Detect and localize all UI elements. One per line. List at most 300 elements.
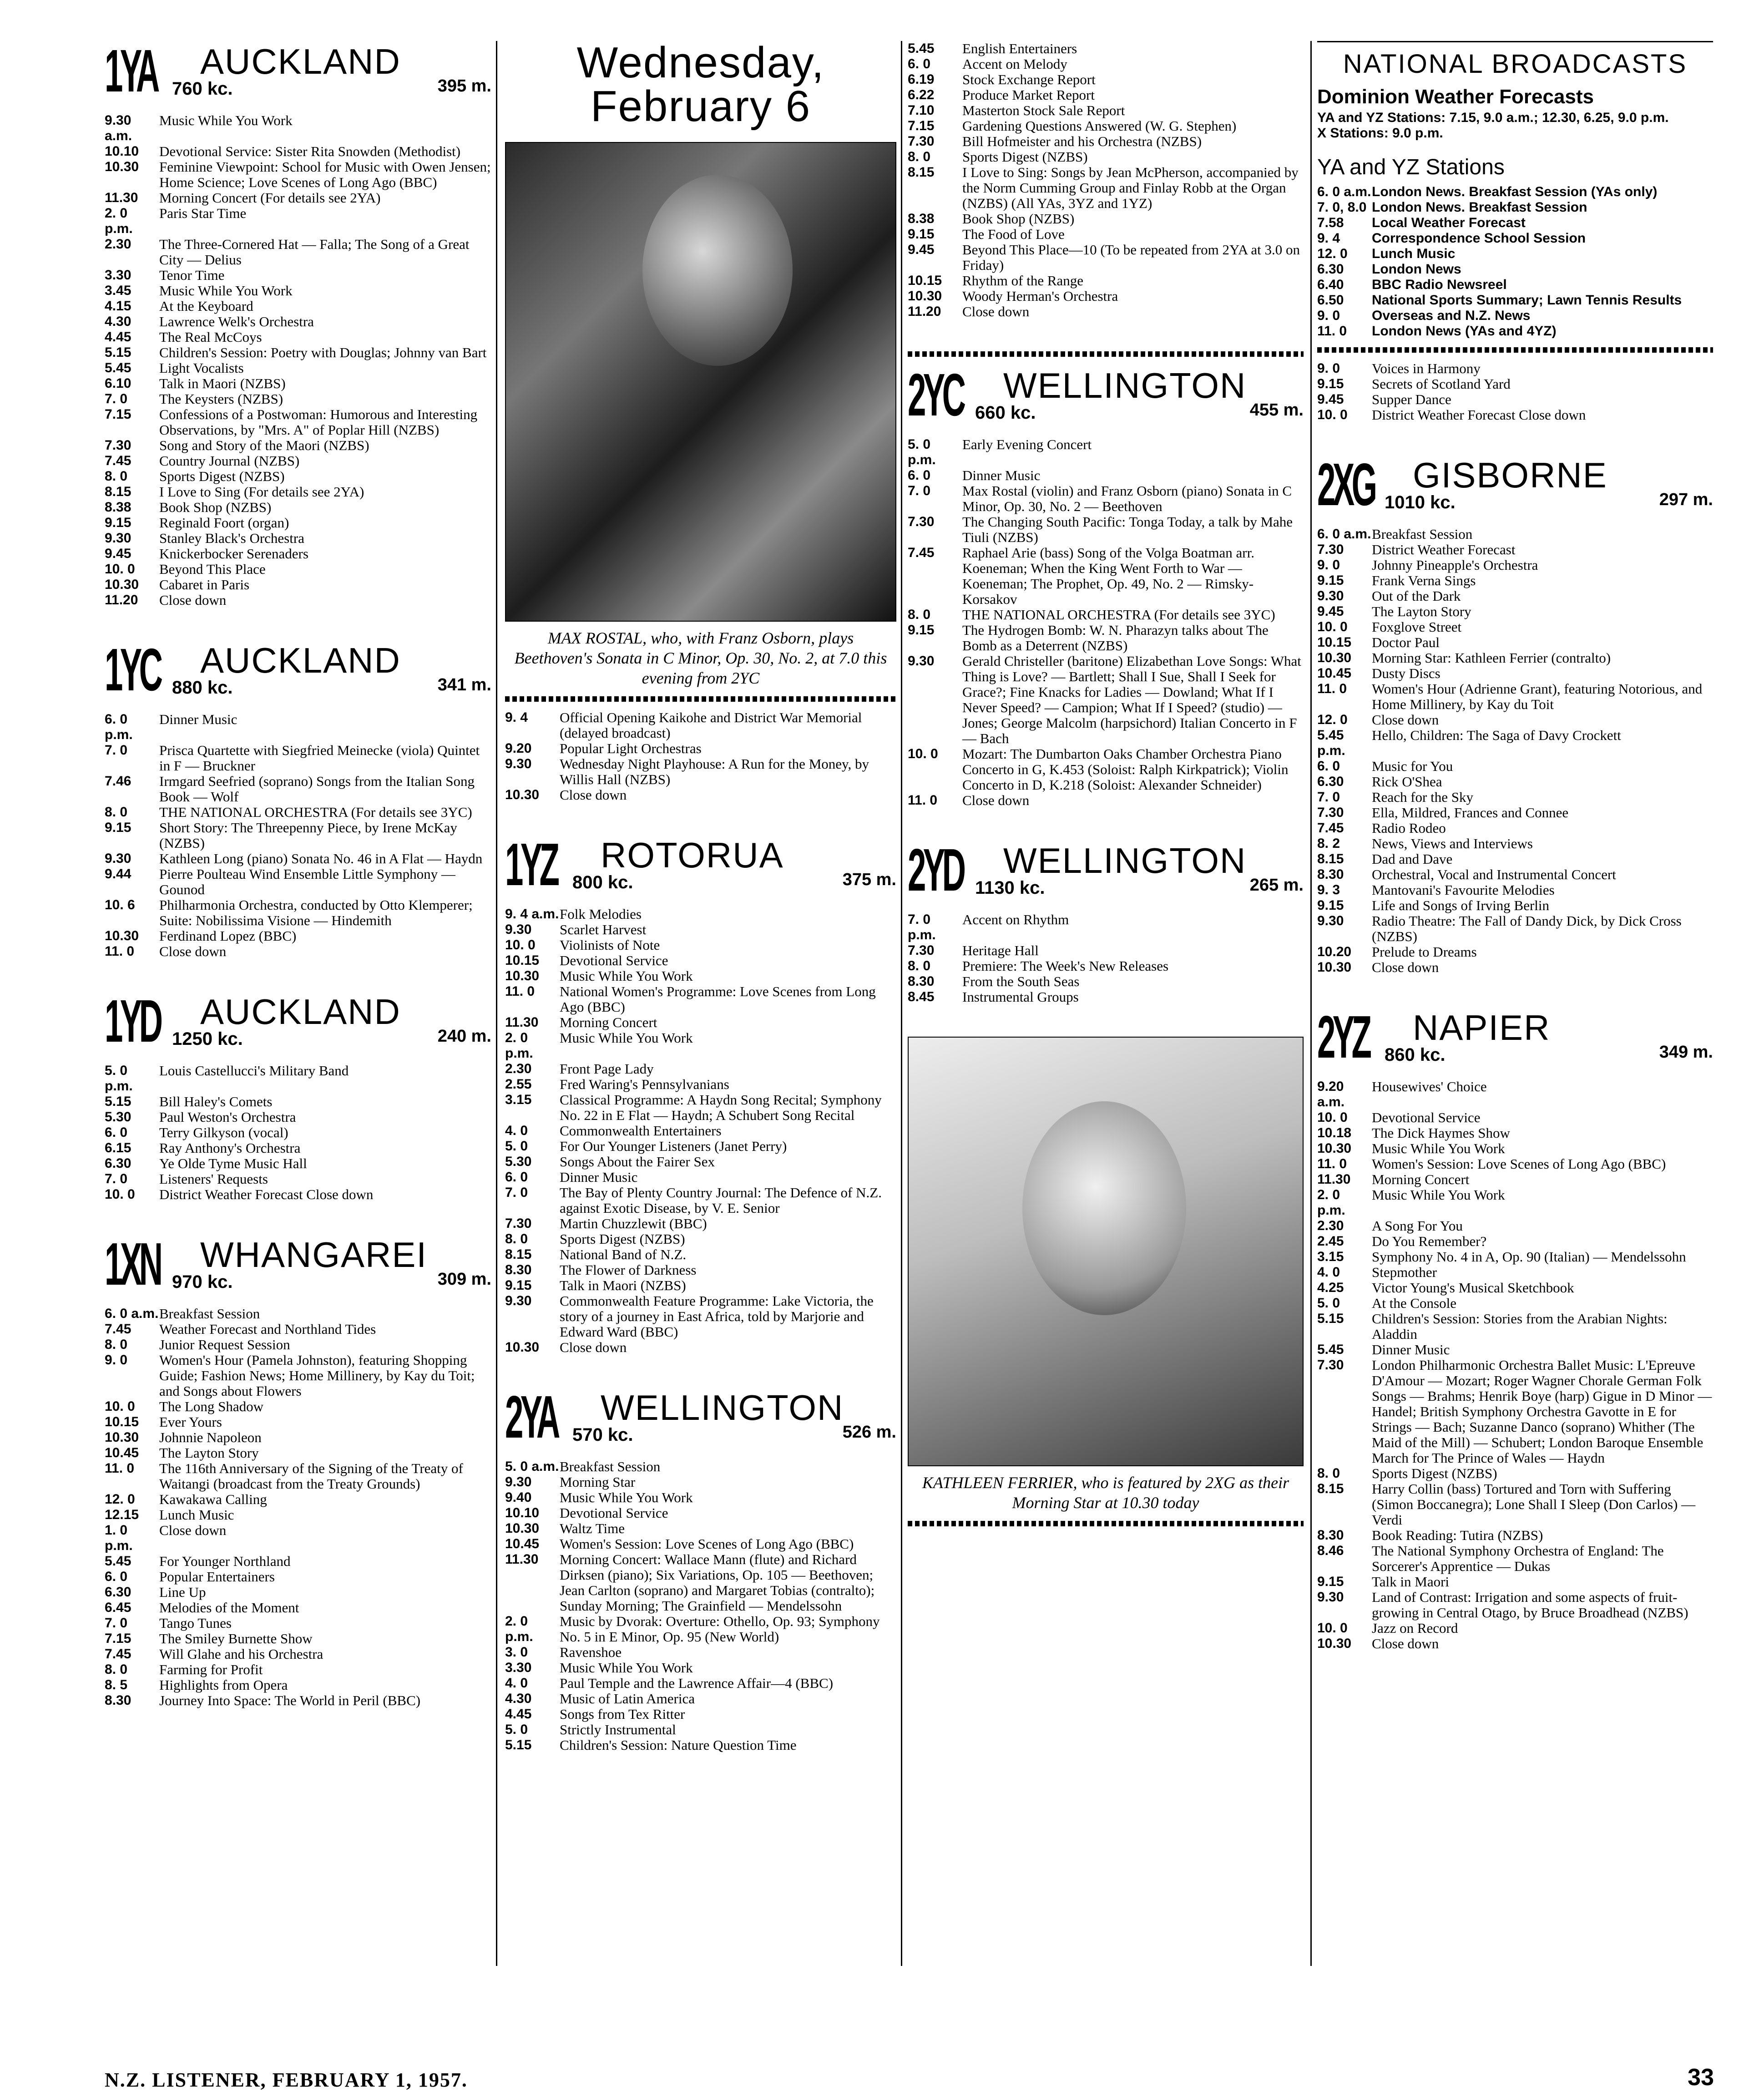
programme-title: The Hydrogen Bomb: W. N. Pharazyn talks about The Bomb as a Deterrent (NZBS) xyxy=(962,622,1269,653)
programme-title: Louis Castellucci's Military Band xyxy=(159,1063,349,1079)
programme-time: 3.15 xyxy=(505,1092,532,1107)
programme-item xyxy=(105,314,491,329)
programme-item xyxy=(105,515,491,531)
programme-time: 11.20 xyxy=(908,304,941,319)
programme-title: The Changing South Pacific: Tonga Today, a talk by Mahe Tiuli (NZBS) xyxy=(962,514,1293,545)
programme-time: 12. 0 xyxy=(1317,712,1348,727)
programme-item xyxy=(505,1293,896,1340)
programme-item xyxy=(505,710,896,741)
programme-title: English Entertainers xyxy=(962,41,1077,56)
programme-title: Hello, Children: The Saga of Davy Crockett xyxy=(1372,727,1621,743)
programme-time: 2.45 xyxy=(1317,1234,1344,1249)
programme-time: 6.30 xyxy=(1317,262,1344,277)
call-sign: 1YD xyxy=(105,988,160,1054)
programme-title: Morning Star: Kathleen Ferrier (contralto) xyxy=(1372,650,1611,666)
programme-time: 10.15 xyxy=(1317,635,1352,650)
programme-item xyxy=(908,514,1304,545)
programme-title: Accent on Rhythm xyxy=(962,912,1069,927)
programme-title: Women's Session: Love Scenes of Long Ago (BBC) xyxy=(560,1536,854,1552)
programme-time: 10.30 xyxy=(1317,1141,1352,1156)
programme-item xyxy=(105,1156,491,1171)
programme-title: Listeners' Requests xyxy=(159,1171,268,1187)
programme-list xyxy=(105,113,491,608)
programme-title: National Band of N.Z. xyxy=(560,1246,687,1262)
city: GISBORNE xyxy=(1413,455,1607,495)
programme-title: Sports Digest (NZBS) xyxy=(560,1231,685,1247)
programme-item xyxy=(1317,759,1713,774)
programme-time: 4.45 xyxy=(105,329,131,344)
programme-title: Gardening Questions Answered (W. G. Stephen) xyxy=(962,118,1237,134)
programme-item xyxy=(908,607,1304,623)
programme-item xyxy=(908,211,1304,227)
programme-time: 11. 0 xyxy=(1317,681,1347,696)
programme-item xyxy=(1317,666,1713,681)
programme-time: 6. 0 a.m. xyxy=(105,1306,159,1321)
call-sign: 1YC xyxy=(105,636,160,703)
programme-item xyxy=(908,72,1304,87)
column-rule xyxy=(1310,41,1312,1966)
programme-item xyxy=(1317,557,1713,573)
programme-time: 5.15 xyxy=(1317,1311,1344,1326)
programme-title: Close down xyxy=(159,1522,227,1538)
programme-title: At the Console xyxy=(1372,1295,1456,1311)
programme-title: Mantovani's Favourite Melodies xyxy=(1372,882,1555,898)
programme-item xyxy=(105,1109,491,1125)
wavelength: 395 m. xyxy=(437,76,491,96)
programme-list xyxy=(505,710,896,803)
programme-item xyxy=(1317,1218,1713,1234)
programme-title: Line Up xyxy=(159,1584,206,1600)
programme-title: Johnny Pineapple's Orchestra xyxy=(1372,557,1538,573)
programme-time: 7.30 xyxy=(908,943,935,958)
frequency: 1130 kc. xyxy=(975,878,1045,898)
programme-item xyxy=(908,273,1304,289)
programme-title: Talk in Maori (NZBS) xyxy=(560,1277,686,1293)
programme-time: 9. 0 xyxy=(1317,308,1340,323)
programme-item xyxy=(908,653,1304,746)
station-header xyxy=(908,361,1304,433)
programme-time: 10. 0 xyxy=(105,562,135,577)
programme-time: 3.15 xyxy=(1317,1249,1344,1264)
decorative-rule xyxy=(908,1521,1304,1526)
programme-title: The 116th Anniversary of the Signing of the Treaty of Waitangi (broadcast from the Treaty Grounds) xyxy=(159,1460,463,1492)
programme-time: 10.30 xyxy=(505,968,540,983)
programme-time: 8. 5 xyxy=(105,1677,128,1692)
programme-item xyxy=(1317,1296,1713,1311)
programme-title: I Love to Sing: Songs by Jean McPherson, accompanied by the Norm Cumming Group and Finlay Robb at the Organ (NZBS) (All YAs, 3YZ and 1YZ) xyxy=(962,164,1299,211)
continuation-2ya xyxy=(908,41,1304,319)
programme-time: 9.15 xyxy=(1317,1574,1344,1589)
frequency: 880 kc. xyxy=(172,678,233,698)
programme-title: Music While You Work xyxy=(560,1030,693,1046)
programme-title: Scarlet Harvest xyxy=(560,922,647,937)
programme-title: The Dick Haymes Show xyxy=(1372,1125,1510,1141)
programme-item xyxy=(1317,1357,1713,1466)
programme-title: Housewives' Choice xyxy=(1372,1079,1487,1094)
photo-caption: KATHLEEN FERRIER, who is featured by 2XG as their Morning Star at 10.30 today xyxy=(922,1474,1289,1512)
station-1ya xyxy=(105,37,491,608)
programme-title: Harry Collin (bass) Tortured and Torn with Suffering (Simon Boccanegra); Lone Shall I Sleep (Don Carlos) — Verdi xyxy=(1372,1481,1696,1528)
programme-time: 7.30 xyxy=(505,1216,532,1231)
programme-title: Radio Rodeo xyxy=(1372,820,1446,836)
programme-item xyxy=(1317,944,1713,960)
programme-title: Stock Exchange Report xyxy=(962,71,1096,87)
programme-time: 10. 0 xyxy=(105,1187,135,1202)
programme-title: For Younger Northland xyxy=(159,1553,291,1569)
programme-time: 9.30 xyxy=(105,851,131,866)
programme-time: 7. 0, 8.0 xyxy=(1317,200,1367,215)
programme-time: 9.15 xyxy=(908,227,935,242)
programme-time: 8.45 xyxy=(908,989,935,1004)
frequency: 660 kc. xyxy=(975,403,1036,423)
programme-title: Voices in Harmony xyxy=(1372,360,1481,376)
programme-title: Terry Gilkyson (vocal) xyxy=(159,1124,288,1140)
programme-item xyxy=(505,907,896,922)
programme-time: 3.45 xyxy=(105,283,131,298)
programme-time: 8. 0 xyxy=(105,1662,128,1677)
programme-time: 7.58 xyxy=(1317,215,1344,230)
programme-title: Kawakawa Calling xyxy=(159,1491,267,1507)
programme-item xyxy=(908,41,1304,56)
frequency: 760 kc. xyxy=(172,79,233,99)
programme-time: 5.45 xyxy=(1317,1342,1344,1357)
programme-time: 9. 0 xyxy=(105,1352,128,1368)
programme-title: Music While You Work xyxy=(1372,1187,1505,1203)
programme-time: 7.15 xyxy=(105,1631,131,1646)
programme-time: 12. 0 xyxy=(105,1492,135,1507)
programme-item xyxy=(908,134,1304,149)
programme-time: 11. 0 xyxy=(908,793,938,808)
programme-time: 7.30 xyxy=(1317,542,1344,557)
programme-item xyxy=(505,1154,896,1170)
national-broadcasts-box xyxy=(1317,41,1713,339)
programme-item xyxy=(105,345,491,360)
programme-title: Prelude to Dreams xyxy=(1372,944,1477,960)
station-header xyxy=(908,836,1304,908)
programme-title: London News. Breakfast Session xyxy=(1372,200,1587,215)
programme-time: 6.10 xyxy=(105,376,131,391)
programme-item xyxy=(105,1352,491,1399)
programme-title: Devotional Service xyxy=(1372,1109,1481,1125)
programme-time: 8.30 xyxy=(1317,867,1344,882)
station-header xyxy=(105,1231,491,1302)
programme-title: Beyond This Place—10 (To be repeated from 2YA at 3.0 on Friday) xyxy=(962,242,1300,273)
programme-time: 5.45 p.m. xyxy=(1317,728,1345,758)
station-header xyxy=(1317,1003,1713,1075)
programme-title: Dusty Discs xyxy=(1372,665,1441,681)
programme-item xyxy=(105,820,491,851)
programme-time: 2.30 xyxy=(1317,1218,1344,1233)
programme-item xyxy=(105,1337,491,1352)
programme-item xyxy=(105,562,491,577)
programme-item xyxy=(505,1722,896,1737)
programme-time: 4.15 xyxy=(105,299,131,314)
programme-item xyxy=(105,774,491,805)
programme-title: Popular Light Orchestras xyxy=(560,740,702,756)
wavelength: 309 m. xyxy=(437,1270,491,1289)
programme-item xyxy=(1317,1141,1713,1156)
programme-item xyxy=(105,159,491,190)
programme-item xyxy=(505,1536,896,1552)
programme-title: Cabaret in Paris xyxy=(159,577,250,593)
programme-item xyxy=(505,1077,896,1092)
programme-title: For Our Younger Listeners (Janet Perry) xyxy=(560,1138,787,1154)
programme-time: 10.10 xyxy=(505,1505,540,1520)
national-title: NATIONAL BROADCASTS xyxy=(1343,49,1688,79)
programme-time: 8. 0 xyxy=(505,1231,528,1246)
programme-time: 5. 0 p.m. xyxy=(908,437,936,467)
programme-title: Sports Digest (NZBS) xyxy=(1372,1465,1497,1481)
programme-list xyxy=(105,1063,491,1202)
programme-title: The Smiley Burnette Show xyxy=(159,1631,313,1646)
programme-item xyxy=(105,484,491,500)
programme-item xyxy=(105,407,491,438)
frequency: 970 kc. xyxy=(172,1272,233,1292)
station-1xn xyxy=(105,1231,491,1708)
programme-item xyxy=(105,1693,491,1708)
programme-title: Paris Star Time xyxy=(159,205,247,221)
programme-item xyxy=(908,746,1304,793)
programme-title: Music for You xyxy=(1372,758,1453,774)
programme-time: 6. 0 a.m. xyxy=(1317,184,1371,199)
programme-item xyxy=(105,1399,491,1414)
programme-title: Correspondence School Session xyxy=(1372,231,1586,246)
programme-title: Do You Remember? xyxy=(1372,1233,1487,1249)
programme-title: Breakfast Session xyxy=(1372,526,1473,542)
programme-title: Close down xyxy=(159,943,227,959)
programme-list xyxy=(1317,527,1713,975)
programme-time: 5.15 xyxy=(105,1094,131,1109)
call-sign: 1YZ xyxy=(505,831,557,898)
programme-title: Lunch Music xyxy=(1372,246,1456,261)
programme-time: 9.15 xyxy=(1317,376,1344,391)
programme-title: Produce Market Report xyxy=(962,87,1095,103)
programme-time: 6. 0 a.m. xyxy=(1317,527,1371,542)
programme-item xyxy=(1317,851,1713,867)
programme-time: 10. 0 xyxy=(1317,407,1348,422)
programme-item xyxy=(105,928,491,944)
programme-item xyxy=(1317,527,1713,542)
programme-time: 11. 0 xyxy=(105,944,135,959)
programme-title: London News. Breakfast Session (YAs only) xyxy=(1372,184,1658,199)
programme-title: Life and Songs of Irving Berlin xyxy=(1372,897,1550,913)
programme-time: 9. 0 xyxy=(1317,361,1340,376)
programme-item xyxy=(105,237,491,268)
programme-title: Tenor Time xyxy=(159,267,225,283)
programme-item xyxy=(505,1185,896,1216)
programme-title: Devotional Service xyxy=(560,952,668,968)
programme-time: 8.30 xyxy=(105,1693,131,1708)
programme-time: 10.20 xyxy=(1317,944,1352,959)
programme-time: 5. 0 xyxy=(505,1139,528,1154)
city: AUCKLAND xyxy=(200,41,401,81)
programme-time: 9.30 xyxy=(908,653,935,669)
programme-item xyxy=(105,1677,491,1693)
programme-time: 8. 0 xyxy=(908,149,931,164)
programme-time: 5.15 xyxy=(505,1737,532,1753)
programme-time: 10.45 xyxy=(505,1536,540,1551)
decorative-rule xyxy=(505,696,896,702)
wavelength: 240 m. xyxy=(437,1027,491,1046)
programme-item xyxy=(1317,898,1713,913)
station-header xyxy=(105,988,491,1059)
programme-title: Philharmonia Orchestra, conducted by Otto Klemperer; Suite: Nobilissima Visione — Hindemith xyxy=(159,897,473,928)
programme-title: Foxglove Street xyxy=(1372,619,1462,635)
programme-title: The National Symphony Orchestra of England: The Sorcerer's Apprentice — Dukas xyxy=(1372,1543,1664,1574)
programme-item xyxy=(908,974,1304,989)
programme-time: 8.15 xyxy=(908,165,935,180)
programme-item xyxy=(105,1430,491,1445)
programme-item xyxy=(105,329,491,345)
programme-title: Ravenshoe xyxy=(560,1644,622,1660)
programme-item xyxy=(105,1306,491,1322)
programme-item xyxy=(1317,1110,1713,1125)
programme-item xyxy=(1317,1172,1713,1187)
programme-time: 9.30 xyxy=(505,922,532,937)
programme-item xyxy=(1317,882,1713,898)
programme-time: 11. 0 xyxy=(505,984,535,999)
programme-item xyxy=(908,468,1304,483)
programme-item xyxy=(1317,1156,1713,1172)
programme-title: Breakfast Session xyxy=(159,1306,260,1322)
programme-item xyxy=(1317,1528,1713,1543)
programme-title: Martin Chuzzlewit (BBC) xyxy=(560,1216,707,1231)
call-sign: 2YD xyxy=(908,836,963,903)
call-sign: 2XG xyxy=(1317,451,1375,518)
programme-title: Sports Digest (NZBS) xyxy=(962,149,1088,165)
programme-title: Paul Temple and the Lawrence Affair—4 (BBC) xyxy=(560,1675,834,1691)
station-1yd xyxy=(105,988,491,1202)
programme-item xyxy=(505,1737,896,1753)
programme-item xyxy=(908,103,1304,118)
programme-item xyxy=(1317,790,1713,805)
programme-time: 9. 4 xyxy=(1317,231,1340,246)
programme-item xyxy=(908,943,1304,958)
programme-time: 4.25 xyxy=(1317,1280,1344,1295)
programme-time: 7.30 xyxy=(908,514,935,529)
programme-list xyxy=(505,1459,896,1753)
programme-title: Out of the Dark xyxy=(1372,588,1461,604)
programme-title: Talk in Maori xyxy=(1372,1574,1450,1590)
programme-title: Reach for the Sky xyxy=(1372,789,1473,805)
programme-title: Light Vocalists xyxy=(159,360,244,376)
programme-item xyxy=(1317,619,1713,635)
programme-time: 10.45 xyxy=(105,1445,139,1460)
programme-item xyxy=(1317,1234,1713,1249)
programme-time: 8. 2 xyxy=(1317,836,1340,851)
programme-time: 8.30 xyxy=(908,974,935,989)
programme-item xyxy=(505,1340,896,1355)
programme-title: Weather Forecast and Northland Tides xyxy=(159,1321,376,1337)
programme-time: 7. 0 xyxy=(105,391,128,406)
programme-time: 12.15 xyxy=(105,1507,139,1522)
programme-item xyxy=(1317,277,1713,293)
programme-title: From the South Seas xyxy=(962,973,1080,989)
call-sign: 2YC xyxy=(908,361,963,428)
programme-item xyxy=(105,1523,491,1554)
programme-time: 8. 0 xyxy=(105,469,128,484)
programme-title: Stepmother xyxy=(1372,1264,1437,1280)
programme-item xyxy=(908,793,1304,808)
programme-time: 7.45 xyxy=(1317,821,1344,836)
programme-time: 9.45 xyxy=(908,242,935,257)
programme-item xyxy=(105,299,491,314)
programme-time: 8.15 xyxy=(105,484,131,499)
programme-time: 9.30 xyxy=(1317,588,1344,603)
programme-item xyxy=(105,268,491,283)
programme-item xyxy=(505,1170,896,1185)
programme-time: 3.30 xyxy=(505,1660,532,1675)
programme-item xyxy=(505,1231,896,1247)
programme-item xyxy=(505,1278,896,1293)
wavelength: 455 m. xyxy=(1249,400,1304,420)
programme-time: 7.15 xyxy=(105,407,131,422)
programme-title: Violinists of Note xyxy=(560,937,660,953)
programme-time: 9. 4 a.m. xyxy=(505,907,559,922)
programme-time: 6. 0 xyxy=(1317,759,1340,774)
station-header xyxy=(505,831,896,903)
programme-title: A Song For You xyxy=(1372,1218,1463,1234)
programme-item xyxy=(1317,1342,1713,1357)
programme-title: Dinner Music xyxy=(159,711,238,727)
programme-title: Music of Latin America xyxy=(560,1691,695,1707)
programme-time: 11. 0 xyxy=(105,1461,135,1476)
programme-title: Music While You Work xyxy=(560,1660,693,1676)
programme-item xyxy=(105,1445,491,1461)
programme-item xyxy=(1317,1590,1713,1621)
programme-time: 11.30 xyxy=(105,190,138,205)
programme-item xyxy=(505,1552,896,1614)
programme-item xyxy=(1317,324,1713,339)
programme-time: 9.20 a.m. xyxy=(1317,1079,1345,1109)
programme-title: Confessions of a Postwoman: Humorous and Interesting Observations, by "Mrs. A" of Poplar Hill (NZBS) xyxy=(159,406,478,438)
programme-item xyxy=(105,1063,491,1094)
programme-time: 4. 0 xyxy=(505,1676,528,1691)
column-4 xyxy=(1317,41,1713,1683)
programme-item xyxy=(105,1585,491,1600)
programme-title: Close down xyxy=(962,304,1030,319)
programme-item xyxy=(105,206,491,237)
programme-title: Devotional Service: Sister Rita Snowden (Methodist) xyxy=(159,143,461,159)
programme-item xyxy=(105,1187,491,1202)
programme-item xyxy=(105,438,491,453)
programme-time: 10. 0 xyxy=(908,746,938,761)
programme-item xyxy=(105,1322,491,1337)
programme-time: 7. 0 xyxy=(105,743,128,758)
programme-item xyxy=(505,1676,896,1691)
programme-time: 6.30 xyxy=(105,1585,131,1600)
programme-item xyxy=(1317,681,1713,712)
programme-title: Irmgard Seefried (soprano) Songs from the Italian Song Book — Wolf xyxy=(159,773,475,805)
programme-title: News, Views and Interviews xyxy=(1372,836,1533,851)
programme-title: Song and Story of the Maori (NZBS) xyxy=(159,437,369,453)
programme-item xyxy=(1317,231,1713,246)
programme-time: 3. 0 xyxy=(505,1645,528,1660)
programme-time: 8.30 xyxy=(1317,1528,1344,1543)
photo-caption: MAX ROSTAL, who, with Franz Osborn, plays Beethoven's Sonata in C Minor, Op. 30, No. 2, at 7.0 this evening from 2YC xyxy=(514,629,887,687)
programme-item xyxy=(505,968,896,984)
programme-time: 2.55 xyxy=(505,1077,532,1092)
programme-time: 10.30 xyxy=(505,1340,540,1355)
programme-title: Women's Session: Love Scenes of Long Ago (BBC) xyxy=(1372,1156,1666,1172)
programme-item xyxy=(105,577,491,593)
programme-time: 8.38 xyxy=(105,500,131,515)
programme-title: Book Shop (NZBS) xyxy=(962,211,1075,227)
programme-time: 8.46 xyxy=(1317,1543,1344,1558)
city: WELLINGTON xyxy=(601,1388,844,1428)
programme-title: Highlights from Opera xyxy=(159,1677,288,1693)
programme-item xyxy=(1317,913,1713,944)
